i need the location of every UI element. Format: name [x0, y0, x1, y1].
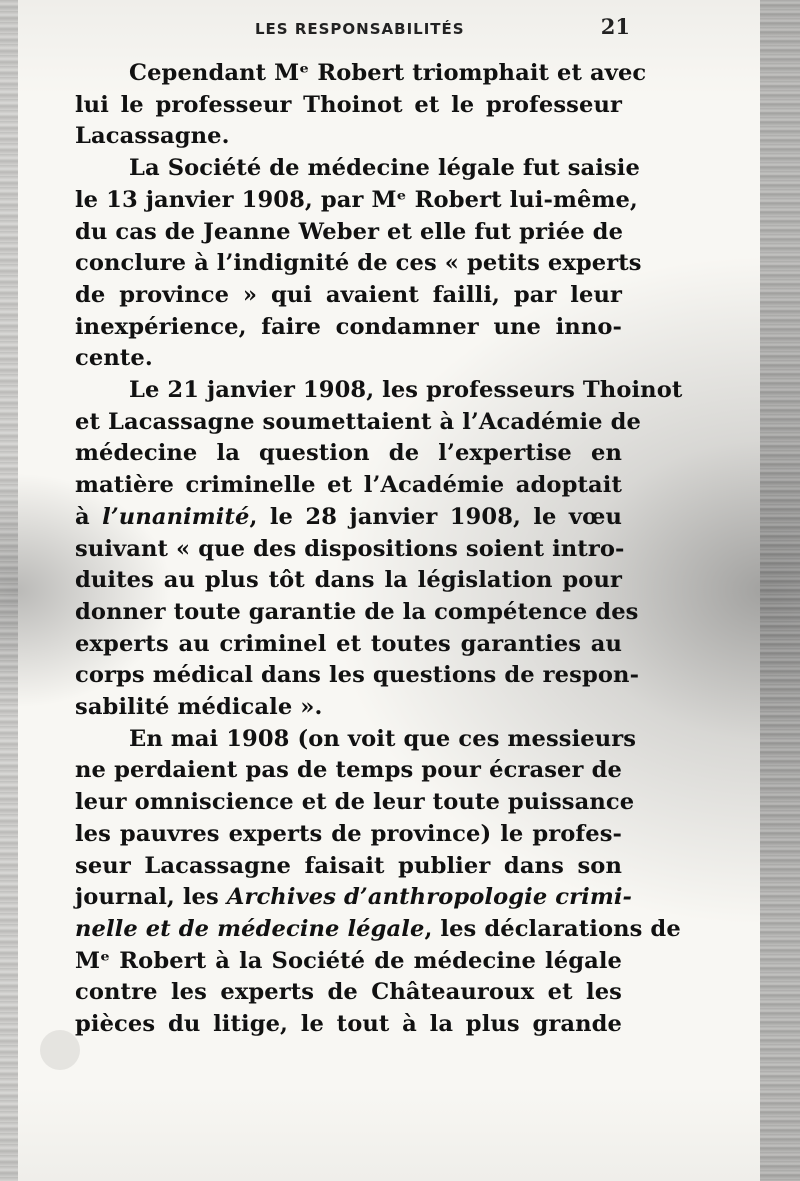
- journal-title: nelle et de médecine légale: [75, 915, 425, 942]
- paragraph-2: [75, 153, 642, 375]
- text-line: La Société de médecine légale fut saisie: [129, 155, 640, 182]
- text-line: lui le professeur Thoinot et le professeur: [75, 91, 622, 118]
- page-edge-left: [0, 0, 18, 1181]
- text-line: suivant « que des dispositions soient intro-: [75, 535, 625, 562]
- paragraph-1: [75, 58, 647, 153]
- text-line: Cependant Mᵉ Robert triomphait et avec: [129, 60, 647, 86]
- journal-title: Archives d’anthropologie crimi-: [226, 884, 633, 911]
- text-line-with-italic: [75, 882, 633, 914]
- text-line: sabilité médicale ».: [75, 694, 323, 721]
- page-number: 21: [600, 14, 630, 39]
- body-text: [75, 58, 683, 1041]
- text-line: leur omniscience et de leur toute puissance: [75, 789, 635, 816]
- text-line-with-italic: [75, 914, 681, 946]
- text-line: En mai 1908 (on voit que ces messieurs: [129, 725, 637, 752]
- paragraph-3: [75, 375, 683, 724]
- text-line: corps médical dans les questions de respon-: [75, 662, 640, 689]
- text-line: donner toute garantie de la compétence des: [75, 598, 639, 625]
- paper-stain: [40, 1030, 80, 1070]
- text-fragment: journal, les: [75, 884, 227, 911]
- text-fragment: , le 28 janvier 1908, le vœu: [249, 503, 622, 530]
- text-fragment: , les déclarations de: [424, 915, 681, 942]
- text-line: du cas de Jeanne Weber et elle fut priée de: [75, 218, 624, 245]
- italic-emphasis: l’unanimité: [102, 503, 250, 530]
- text-line: médecine la question de l’expertise en: [75, 440, 622, 467]
- text-line: pièces du litige, le tout à la plus grande: [75, 1011, 622, 1038]
- paragraph-4: [75, 724, 681, 1041]
- text-line: les pauvres experts de province) le profes-: [75, 820, 622, 847]
- text-line: inexpérience, faire condamner une inno-: [75, 313, 622, 340]
- page-edge-right: [760, 0, 800, 1181]
- text-line: Mᵉ Robert à la Société de médecine légale: [75, 947, 622, 974]
- text-line: Lacassagne.: [75, 123, 230, 150]
- text-line: experts au criminel et toutes garanties au: [75, 630, 622, 657]
- text-line: conclure à l’indignité de ces « petits experts: [75, 250, 642, 277]
- page-header: [100, 14, 640, 44]
- text-line: le 13 janvier 1908, par Mᵉ Robert lui-même,: [75, 186, 638, 213]
- text-line: et Lacassagne soumettaient à l’Académie de: [75, 408, 641, 435]
- text-line: ne perdaient pas de temps pour écraser de: [75, 757, 622, 784]
- text-fragment: à: [75, 503, 103, 530]
- text-line: de province » qui avaient failli, par leur: [75, 281, 622, 308]
- text-line-with-italic: [75, 502, 622, 534]
- text-line: duites au plus tôt dans la législation pour: [75, 567, 622, 594]
- text-line: matière criminelle et l’Académie adoptait: [75, 472, 622, 499]
- running-title: LES RESPONSABILITÉS: [255, 20, 465, 38]
- text-line: contre les experts de Châteauroux et les: [75, 979, 622, 1006]
- text-line: seur Lacassagne faisait publier dans son: [75, 852, 622, 879]
- text-line: cente.: [75, 345, 153, 372]
- text-line: Le 21 janvier 1908, les professeurs Thoinot: [129, 377, 683, 404]
